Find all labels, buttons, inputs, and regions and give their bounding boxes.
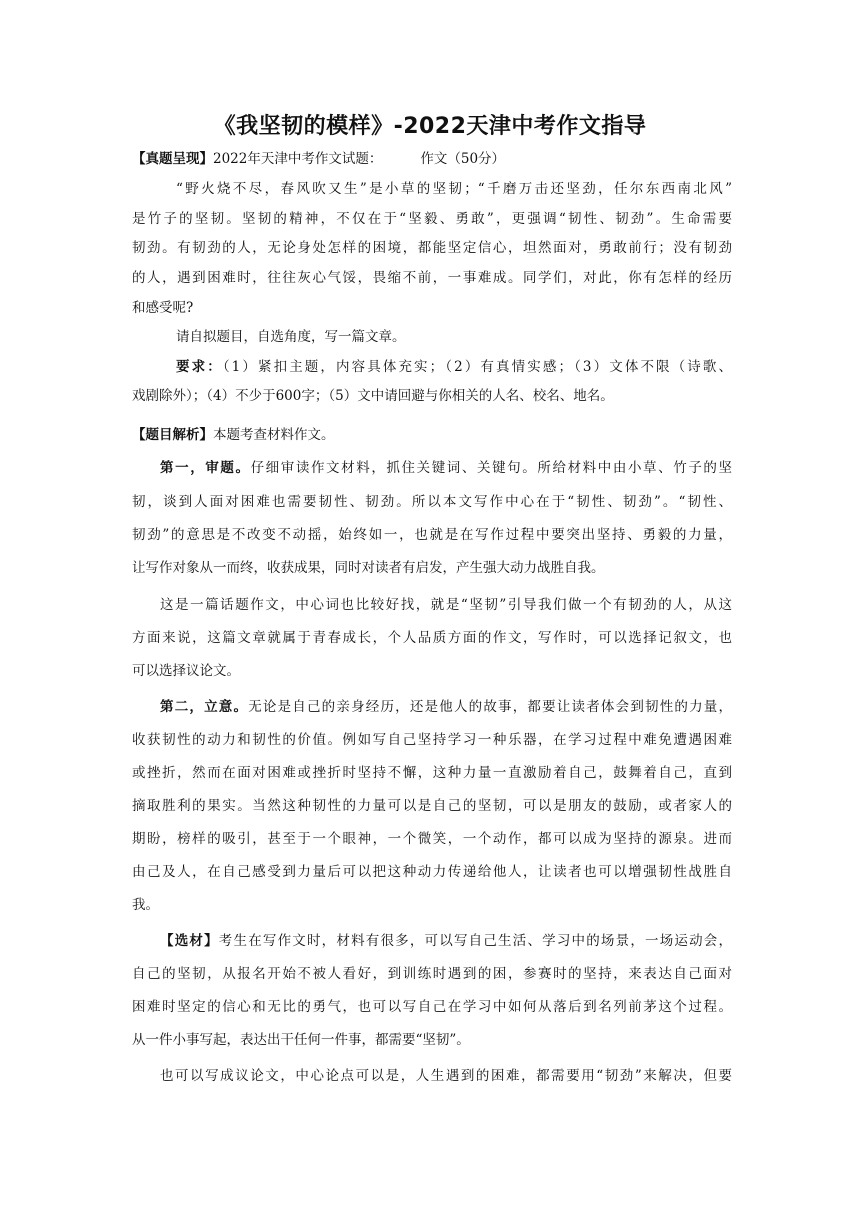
topic-line: 这是一篇话题作文，中心词也比较好找，就是“坚韧”引导我们做一个有韧劲的人，从这 xyxy=(160,597,732,613)
step1-text: 仔细审读作文材料，抓住关键词、关键句。所给材料中由小草、竹子的坚 xyxy=(250,460,732,476)
step2-line: 或挫折，然而在面对困难或挫折时坚持不懈，这种力量一直激励着自己，鼓舞着自己，直到 xyxy=(132,765,732,781)
requirements-label: 要求： xyxy=(176,359,223,375)
material-line: 从一件小事写起，表达出干任何一件事，都需要“坚韧”。 xyxy=(132,1032,470,1048)
step2-line: 摘取胜利的果实。当然这种韧性的力量可以是自己的坚韧，可以是朋友的鼓励，或者家人的 xyxy=(132,798,732,814)
step1-line: 让写作对象从一而终，收获成果，同时对读者有启发，产生强大动力战胜自我。 xyxy=(132,560,605,576)
step2-line: 我。 xyxy=(132,897,159,913)
topic-line: 方面来说，这篇文章就属于青春成长，个人品质方面的作文，写作时，可以选择记叙文，也 xyxy=(132,630,732,646)
material-label: 【选材】 xyxy=(160,933,219,949)
requirements-line xyxy=(176,357,732,377)
step2-line: 期盼，榜样的吸引，甚至于一个眼神，一个微笑，一个动作，都可以成为坚持的源泉。进而 xyxy=(132,831,732,847)
step2-line: 由己及人，在自己感受到力量后可以把这种动力传递给他人，让读者也可以增强韧性战胜自 xyxy=(132,864,732,880)
topic-line: 可以选择议论文。 xyxy=(132,663,240,679)
instruction-line: 请自拟题目，自选角度，写一篇文章。 xyxy=(176,329,406,345)
material-line xyxy=(160,931,732,951)
step2-label: 第二，立意。 xyxy=(160,699,249,715)
prompt-line: 韧劲。有韧劲的人，无论身处怎样的困境，都能坚定信心，坦然面对，勇敢前行；没有韧劲 xyxy=(132,240,732,256)
analysis-text: 本题考查材料作文。 xyxy=(213,427,335,443)
exam-score: 作文（50分） xyxy=(420,151,506,167)
step1-line: 韧，谈到人面对困难也需要韧性、韧劲。所以本文写作中心在于“韧性、韧劲”。“韧性、 xyxy=(132,494,732,510)
step2-line xyxy=(160,697,732,717)
requirements-line: 戏剧除外）；（4）不少于600字；（5）文中请回避与你相关的人名、校名、地名。 xyxy=(132,388,614,404)
analysis-label: 【题目解析】 xyxy=(132,427,213,443)
requirements-text: （1）紧扣主题，内容具体充实；（2）有真情实感；（3）文体不限（诗歌、 xyxy=(222,359,732,375)
step1-line: 韧劲”的意思是不改变不动摇，始终如一，也就是在写作过程中要突出坚持、勇毅的力量， xyxy=(132,527,732,543)
analysis-line xyxy=(132,425,732,445)
essay-line: 也可以写成议论文，中心论点可以是，人生遇到的困难，都需要用“韧劲”来解决，但要 xyxy=(160,1068,732,1084)
material-line: 困难时坚定的信心和无比的勇气，也可以写自己在学习中如何从落后到名列前茅这个过程。 xyxy=(132,999,732,1015)
exam-label: 【真题呈现】 xyxy=(132,151,213,167)
exam-intro: 2022年天津中考作文试题： xyxy=(213,151,383,167)
step2-text: 无论是自己的亲身经历，还是他人的故事，都要让读者体会到韧性的力量， xyxy=(248,699,732,715)
material-line: 自己的坚韧，从报名开始不被人看好，到训练时遇到的困，参赛时的坚持，来表达自己面对 xyxy=(132,966,732,982)
prompt-line: “野火烧不尽，春风吹又生”是小草的坚韧；“千磨万击还坚劲，任尔东西南北风” xyxy=(176,181,732,197)
prompt-line: 和感受呢? xyxy=(132,300,194,316)
step2-line: 收获韧性的动力和韧性的价值。例如写自己坚持学习一种乐器，在学习过程中难免遭遇困难 xyxy=(132,732,732,748)
document-title: 《我坚韧的模样》-2022天津中考作文指导 xyxy=(213,114,647,139)
prompt-line: 的人，遇到困难时，往往灰心气馁，畏缩不前，一事难成。同学们，对此，你有怎样的经历 xyxy=(132,270,732,286)
step1-label: 第一，审题。 xyxy=(160,460,251,476)
step1-line xyxy=(160,458,732,478)
exam-header-line xyxy=(132,149,732,169)
material-text: 考生在写作文时，材料有很多，可以写自己生活、学习中的场景，一场运动会， xyxy=(218,933,732,949)
prompt-line: 是竹子的坚韧。坚韧的精神，不仅在于“坚毅、勇敢”，更强调“韧性、韧劲”。生命需要 xyxy=(132,211,732,227)
